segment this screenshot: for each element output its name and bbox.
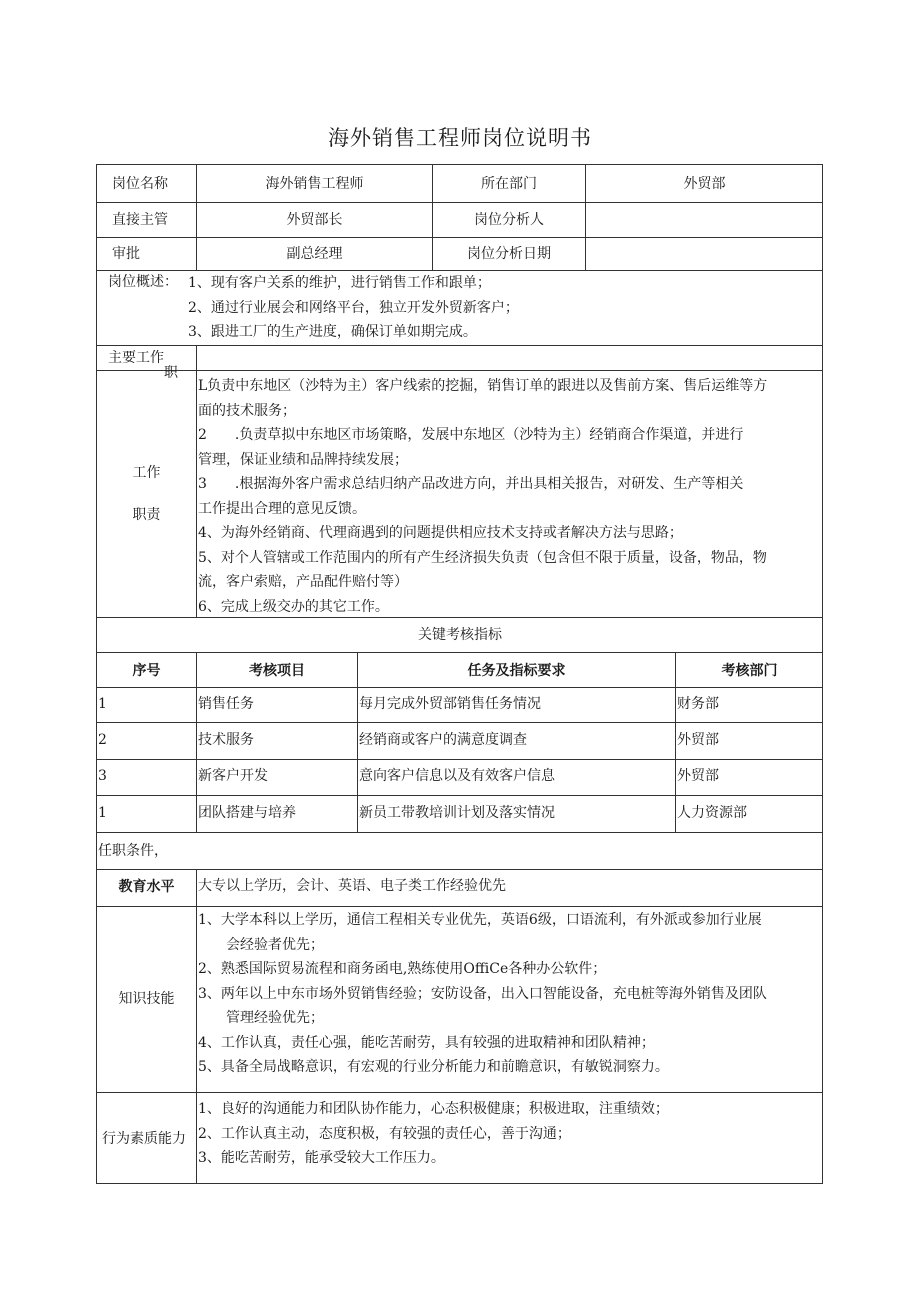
row-divider (96, 237, 823, 238)
department-value: 外贸部 (683, 176, 726, 192)
kpi-row-item: 团队搭建与培养 (198, 805, 296, 821)
kpi-header-dept: 考核部门 (721, 663, 778, 679)
duties-text (198, 374, 767, 619)
row-divider (96, 759, 823, 760)
row-divider (96, 370, 823, 371)
kpi-header-item: 考核项目 (249, 663, 305, 679)
skill-line: 5、具备全局战略意识，有宏观的行业分析能力和前瞻意识，有敏锐洞察力。 (198, 1059, 669, 1075)
kpi-heading: 关键考核指标 (418, 627, 502, 643)
row-divider (96, 202, 823, 203)
kpi-row-requirement: 新员工带教培训计划及落实情况 (359, 805, 555, 821)
skill-line: 会经验者优先； (198, 936, 324, 953)
behavior-line: 3、能吃苦耐劳，能承受较大工作压力。 (198, 1150, 445, 1166)
kpi-header-no: 序号 (132, 663, 161, 679)
row-divider (96, 869, 823, 870)
duty-line: 4、为海外经销商、代理商遇到的问题提供相应技术支持或者解决方法与思路； (198, 525, 683, 541)
qualification-label: 任职条件， (98, 843, 168, 859)
behavior-line: 2、工作认真主动，态度积极，有较强的责任心，善于沟通； (198, 1125, 571, 1142)
skill-line: 2、熟悉国际贸易流程和商务函电,熟练使用OffiCe各种办公软件； (198, 961, 607, 977)
duty-line: 面的技术服务； (198, 402, 296, 419)
column-divider (196, 869, 197, 1184)
duty-line: 管理，保证业绩和品牌持续发展； (198, 451, 408, 468)
kpi-row-requirement: 意向客户信息以及有效客户信息 (359, 768, 555, 784)
duty-line: 6、完成上级交办的其它工作。 (198, 598, 389, 615)
duty-line: 流，客户索赔，产品配件赔付等） (198, 574, 408, 590)
row-divider (96, 832, 823, 833)
kpi-header-requirement: 任务及指标要求 (467, 663, 566, 679)
skill-line: 3、两年以上中东市场外贸销售经验；安防设备，出入口智能设备，充电桩等海外销售及团队 (198, 985, 767, 1002)
skill-line: 管理经验优先； (198, 1010, 324, 1026)
kpi-row-no: 1 (98, 805, 107, 821)
skill-line: 1、大学本科以上学历，通信工程相关专业优先，英语6级，口语流利，有外派或参加行业展 (198, 912, 762, 928)
main-work-label-text: 主要工作 (108, 350, 164, 366)
skills-text (198, 908, 767, 1080)
skills-label: 知识技能 (118, 991, 175, 1007)
position-name-label: 岗位名称 (112, 176, 168, 192)
approval-label: 审批 (112, 246, 140, 262)
direct-supervisor-value: 外贸部长 (286, 212, 343, 228)
duty-line: L负责中东地区（沙特为主）客户线索的挖掘，销售订单的跟进以及售前方案、售后运维等方 (198, 378, 768, 394)
duties-label-line1: 工作 (132, 465, 161, 481)
kpi-row-dept: 外贸部 (677, 732, 719, 748)
kpi-row-item: 技术服务 (198, 732, 254, 748)
row-divider (96, 652, 823, 653)
behavior-label: 行为素质能力 (102, 1131, 186, 1147)
department-label: 所在部门 (481, 176, 537, 192)
column-divider (196, 345, 197, 617)
approval-value: 副总经理 (286, 246, 343, 262)
kpi-row-item: 新客户开发 (198, 768, 268, 784)
kpi-row-no: 3 (98, 768, 107, 784)
position-name-value: 海外销售工程师 (265, 176, 364, 192)
behavior-line: 1、良好的沟通能力和团队协作能力，心态积极健康；积极进取，注重绩效； (198, 1101, 669, 1117)
kpi-row-dept: 人力资源部 (677, 805, 747, 821)
row-divider (96, 722, 823, 723)
direct-supervisor-label: 直接主管 (112, 212, 168, 228)
education-label: 教育水平 (118, 879, 175, 895)
duty-line: 工作提出合理的意见反馈。 (198, 500, 366, 517)
row-divider (96, 687, 823, 688)
education-value: 大专以上学历，会计、英语、电子类工作经验优先 (198, 878, 506, 894)
row-divider (96, 1092, 823, 1093)
skill-line: 4、工作认真，责任心强，能吃苦耐劳，具有较强的进取精神和团队精神； (198, 1034, 655, 1051)
kpi-row-requirement: 每月完成外贸部销售任务情况 (359, 696, 541, 712)
analysis-date-label: 岗位分析日期 (467, 246, 551, 262)
row-divider (96, 345, 823, 346)
duty-line: 2 .负责草拟中东地区市场策略，发展中东地区（沙特为主）经销商合作渠道，并进行 (198, 427, 744, 443)
row-divider (96, 795, 823, 796)
kpi-row-no: 1 (98, 696, 107, 712)
overview-line: 2、通过行业展会和网络平台，独立开发外贸新客户； (188, 299, 519, 316)
position-overview-text (188, 271, 519, 345)
document-title: 海外销售工程师岗位说明书 (328, 126, 592, 150)
kpi-row-requirement: 经销商或客户的满意度调查 (359, 732, 527, 748)
duty-line: 3 .根据海外客户需求总结归纳产品改进方向，并出具相关报告，对研发、生产等相关 (198, 476, 744, 492)
duty-line: 5、对个人管辖或工作范围内的所有产生经济损失负责（包含但不限于质量，设备，物品，物 (198, 549, 767, 566)
behavior-text (198, 1097, 669, 1171)
kpi-row-item: 销售任务 (198, 696, 254, 712)
position-overview-label: 岗位概述： (108, 274, 178, 290)
overview-line: 1、现有客户关系的维护，进行销售工作和跟单； (188, 275, 491, 291)
kpi-row-dept: 财务部 (677, 696, 719, 712)
main-work-label (108, 348, 194, 381)
overview-line: 3、跟进工厂的生产进度，确保订单如期完成。 (188, 324, 477, 340)
kpi-row-no: 2 (98, 732, 107, 748)
position-analyst-label: 岗位分析人 (474, 212, 544, 228)
kpi-row-dept: 外贸部 (677, 768, 719, 784)
main-work-label-cut: 职 (164, 365, 178, 381)
duties-label-line2: 职责 (132, 507, 161, 523)
row-divider (96, 906, 823, 907)
